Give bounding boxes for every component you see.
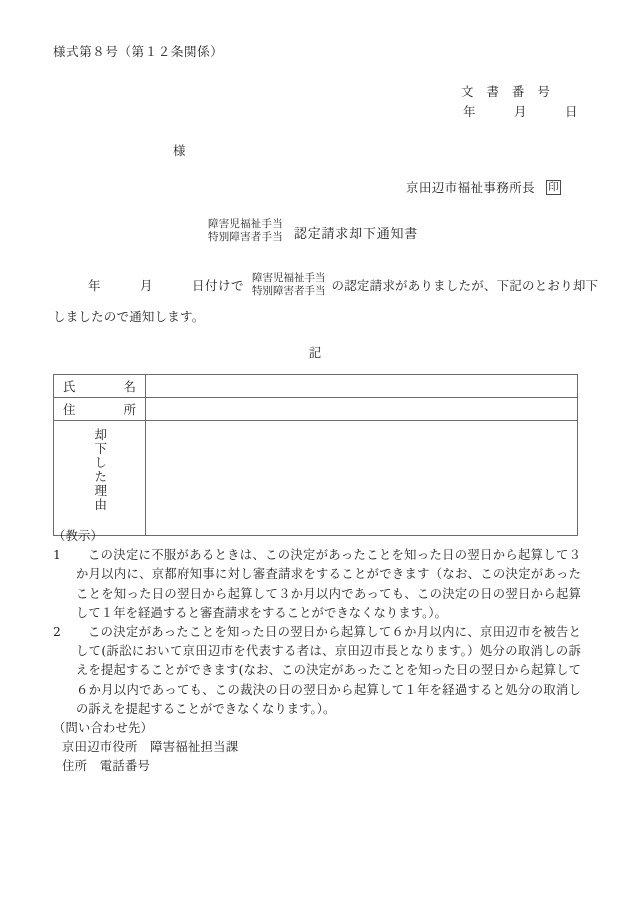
document-number-block	[461, 82, 582, 122]
title-allowance-option-1: 障害児福祉手当	[208, 218, 283, 230]
issuer-name: 京田辺市福祉事務所長	[406, 180, 536, 195]
form-number: 様式第８号（第１２条関係）	[53, 44, 224, 59]
body-paragraph	[53, 272, 599, 325]
title-main-text: 認定請求却下通知書	[293, 226, 419, 242]
body-allowance-options	[252, 272, 326, 298]
notice-item-1-text: この決定に不服があるときは、この決定があったことを知った日の翌日から起算して３か月以内に、京都府知事に対し審査請求をすることができます（なお、この決定があったことを知った日の翌日から起算して３か月以内であっても、この決定の日の翌日から起算して１年を経過すると審査請求をすることができなくなります。）。	[76, 548, 581, 620]
address-label-left: 住	[63, 402, 76, 417]
body-second-line: しましたので通知します。	[53, 309, 205, 324]
address-label-cell	[54, 398, 146, 421]
body-allowance-option-2: 特別障害者手当	[252, 285, 326, 297]
address-label-right: 所	[123, 402, 136, 417]
notice-item-2	[53, 623, 581, 719]
contact-office: 京田辺市役所 障害福祉担当課	[62, 740, 239, 755]
contact-block	[53, 719, 581, 777]
notice-section	[53, 527, 581, 777]
document-date-blank: 年 月 日	[462, 104, 582, 119]
table-row	[54, 421, 578, 536]
body-first-line	[53, 272, 599, 298]
ki-marker: 記	[308, 345, 322, 360]
addressee-honorific: 様	[173, 143, 186, 158]
seal-icon: 印	[546, 180, 561, 195]
contact-details: 住所 電話番号	[62, 759, 151, 774]
issuer-row	[406, 178, 561, 196]
table-row	[54, 375, 578, 398]
body-allowance-option-1: 障害児福祉手当	[252, 272, 326, 284]
name-value-cell[interactable]	[146, 375, 578, 398]
name-label-left: 氏	[63, 379, 76, 394]
name-label-right: 名	[123, 379, 136, 394]
table-row	[54, 398, 578, 421]
notice-item-2-text: この決定があったことを知った日の翌日から起算して６か月以内に、京田辺市を被告として(訴訟において京田辺市を代表する者は、京田辺市長となります。）処分の取消しの訴えを提起することができます(なお、この決定があったことを知った日の翌日から起算して６か月以内であっても、この裁決の日の翌日から起算して１年を経過すると処分の取消しの訴えを提起することができなくなります。）。	[76, 625, 581, 716]
title-allowance-option-2: 特別障害者手当	[208, 231, 283, 243]
reason-label-cell	[54, 421, 146, 536]
notice-item-2-number: 2	[53, 625, 61, 640]
notice-item-1-number: 1	[53, 548, 61, 563]
notice-item-1	[53, 546, 581, 623]
address-value-cell[interactable]	[146, 398, 578, 421]
document-number-label: 文 書 番 号	[460, 84, 555, 99]
title-allowance-options	[208, 218, 283, 244]
notice-heading: （教示）	[53, 529, 103, 543]
body-tail-text: の認定請求がありましたが、下記のとおり却下	[331, 278, 599, 293]
reason-label-vertical: 却下した理由	[92, 428, 108, 512]
reason-value-cell[interactable]	[146, 421, 578, 536]
applicant-table	[53, 374, 578, 536]
contact-heading: （問い合わせ先）	[53, 721, 153, 736]
name-label-cell	[54, 375, 146, 398]
document-title	[208, 218, 418, 244]
body-date-blanks: 年 月 日付けで	[88, 278, 245, 293]
